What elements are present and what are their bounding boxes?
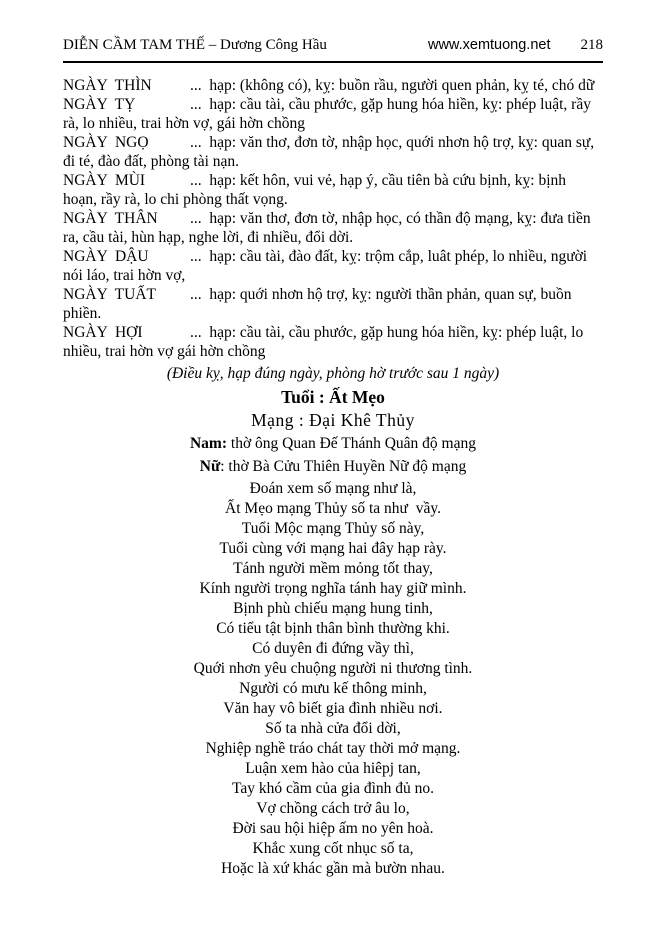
verse-line: Văn hay vô biết gia đình nhiều nơi.: [223, 700, 443, 717]
day-name: NGÀY HỢI: [63, 324, 143, 341]
verse-line: Đời sau hội hiệp ấm no yên hoà.: [232, 820, 434, 837]
day-name: NGÀY THÂN: [63, 210, 158, 227]
verse-line: Vợ chồng cách trở âu lo,: [256, 800, 410, 817]
verse-line: Nghiệp nghề tráo chát tay thời mở mạng.: [205, 740, 461, 757]
day-text: ... hạp: (không có), kỵ: buồn rầu, người quen phản, kỵ té, chó dữ: [190, 77, 595, 94]
day-text: ... hạp: văn thơ, đơn tờ, nhập học, quới nhơn hộ trợ, kỵ: quan sự, đi té, đào đất, phòng tài nạn.: [63, 134, 599, 170]
day-entry-thin: [63, 76, 603, 95]
day-name: NGÀY TỴ: [63, 96, 136, 113]
day-text: ... hạp: quới nhơn hộ trợ, kỵ: người thần phản, quan sự, buồn phiền.: [63, 286, 576, 322]
destiny-line: Mạng : Đại Khê Thủy: [251, 410, 415, 430]
day-name: NGÀY MÙI: [63, 172, 146, 189]
day-entry-dau: [63, 247, 603, 285]
day-name: NGÀY NGỌ: [63, 134, 149, 151]
day-text: ... hạp: cầu tài, cầu phước, gặp hung hóa hiền, kỵ: phép luật, rầy rà, lo nhiều, trai hờn vợ, gái hờn chồng: [63, 96, 595, 132]
verse-line: Ất Mẹo mạng Thủy số ta như vầy.: [225, 500, 441, 517]
day-entry-ngo: [63, 133, 603, 171]
verse-line: Tuổi Mộc mạng Thủy số này,: [241, 520, 425, 537]
day-text: ... hạp: cầu tài, đào đất, kỵ: trộm cắp, luât phép, lo nhiều, người nói láo, trai hờn vợ,: [63, 248, 591, 284]
day-entry-hoi: [63, 323, 603, 361]
center-block: [63, 364, 603, 879]
note-line: (Điều kỵ, hạp đúng ngày, phòng hờ trước sau 1 ngày): [166, 365, 500, 382]
day-name: NGÀY TUẤT: [63, 286, 156, 303]
nam-worship-line: [63, 432, 603, 455]
verse-line: Quới nhơn yêu chuộng người ni thương tình.: [193, 660, 473, 677]
day-entry-tuat: [63, 285, 603, 323]
age-title: Tuổi : Ất Mẹo: [281, 387, 385, 407]
day-entry-ty: [63, 95, 603, 133]
verse-block: [63, 479, 603, 879]
day-entry-than: [63, 209, 603, 247]
verse-line: Người có mưu kế thông minh,: [239, 680, 427, 697]
verse-line: Bịnh phù chiếu mạng hung tinh,: [233, 600, 433, 617]
verse-line: Đoán xem số mạng như là,: [249, 480, 417, 497]
day-entry-list: [63, 76, 603, 361]
page-header: [63, 36, 603, 63]
document-title: DIỄN CẦM TAM THẾ – Dương Công Hầu: [63, 37, 327, 53]
nam-label: Nam:: [189, 435, 228, 452]
verse-line: Số ta nhà cửa đổi dời,: [265, 720, 401, 737]
verse-line: Tánh người mềm mỏng tốt thay,: [233, 560, 433, 577]
day-text: ... hạp: cầu tài, cầu phước, gặp hung hóa hiền, kỵ: phép luật, lo nhiều, trai hờn vợ gái hờn chồng: [63, 324, 588, 360]
day-text: ... hạp: kết hôn, vui vẻ, hạp ý, cầu tiên bà cứu bịnh, kỵ: bịnh hoạn, rầy rà, lo chi phòng thất vọng.: [63, 172, 570, 208]
nu-label: Nữ: [199, 458, 221, 475]
verse-line: Có duyên đi đứng vầy thì,: [252, 640, 414, 657]
nu-worship-line: [63, 455, 603, 478]
verse-line: Tay khó cầm của gia đình đủ no.: [231, 780, 435, 797]
verse-line: Tuổi cùng với mạng hai đây hạp rày.: [219, 540, 447, 557]
verse-line: Có tiểu tật bịnh thân bình thường khi.: [216, 620, 450, 637]
header-right: [428, 37, 603, 54]
nu-text: : thờ Bà Cửu Thiên Huyền Nữ độ mạng: [220, 458, 467, 475]
page-number: 218: [580, 37, 603, 53]
day-name: NGÀY THÌN: [63, 77, 152, 94]
day-text: ... hạp: văn thơ, đơn tờ, nhập học, có thần độ mạng, kỵ: đưa tiền ra, cầu tài, hùn hạp, nghe lời, đi nhiều, đổi dời.: [63, 210, 595, 246]
verse-line: Khắc xung cốt nhục số ta,: [252, 840, 414, 857]
nam-text: thờ ông Quan Đế Thánh Quân độ mạng: [227, 435, 476, 452]
site-url: www.xemtuong.net: [427, 37, 551, 53]
day-entry-mui: [63, 171, 603, 209]
day-name: NGÀY DẬU: [63, 248, 149, 265]
verse-line: Kính người trọng nghĩa tánh hay giữ mình.: [199, 580, 467, 597]
verse-line: Luận xem hào của hiêpj tan,: [245, 760, 421, 777]
verse-line: Hoặc là xứ khác gần mà bườn nhau.: [221, 860, 445, 877]
